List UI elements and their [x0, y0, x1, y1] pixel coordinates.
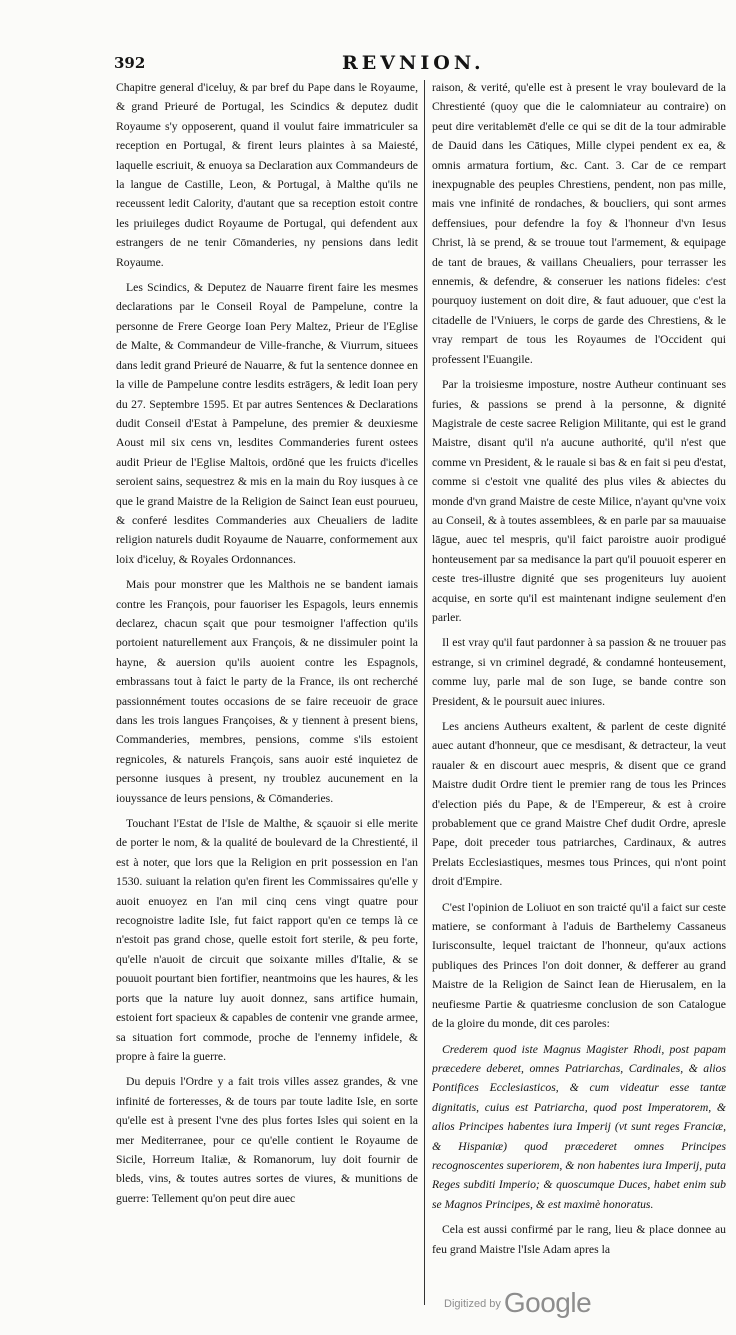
- paragraph: Les Scindics, & Deputez de Nauarre firent faire les mesmes declarations par le Conseil Royal de Pampelune, contre la personne de Frere George Ioan Pery Maltez, Prieur de l'Eglise de Malte, & Commandeur de Ville-franche, & Viurrum, situees dans ledit grand Prieuré de Nauarre, & fut la sentence donnee en la ville de Pampelune contre lesdits estrāgers, & ledit Ioan pery du 27. Septembre 1595. Et par autres Sentences & Declarations dudit Conseil d'Estat à Pampelune, des premier & deuxiesme Aoust mil six cens vn, lesdites Commanderies furent ostees audit Prieur de l'Eglise Maltois, ordōné que les fruicts d'icelles seroient sains, sequestrez & mis en la main du Roy iusques à ce que le grand Maistre de la Religion de Sainct Iean eust pourueu, & conferé lesdites Commanderies aux Cheualiers de ladite religion naturels dudit Royaume de Nauarre, conformement aux loix d'iceluy, & Royales Ordonnances.: [116, 281, 418, 566]
- paragraph: Par la troisiesme imposture, nostre Autheur continuant ses furies, & passions se prend à la personne, & dignité Magistrale de ceste sacree Religion Militante, qui est le grand Maistre, disant qu'il n'a aucune authorité, qu'il n'est que comme vn President, & le rauale si bas & en fait si peu d'estat, comme si c'estoit vne qualité des plus viles & abiectes du monde d'vn grand Maistre de ceste Milice, n'ayant qu'vne voix au Conseil, & à toutes assemblees, & en parle par sa mauuaise lāgue, auec tel mespris, qu'il faict paroistre auoir prodigué honteusement par sa medisance la part qu'il pouuoit esperer en ceste tres-illustre dignité que ses progeniteurs luy auoient acquise, en sorte qu'il est maintenant indigne seulement d'en parler.: [432, 378, 726, 624]
- paragraph: Touchant l'Estat de l'Isle de Malthe, & sçauoir si elle merite de porter le nom, & la qualité de boulevard de la Chrestienté, il est à noter, que lors que la Religion en prit possession en l'an 1530. suiuant la relation qu'en firent les Commissaires qu'elle y auoit enuoyez en l'an mil cinq cens vingt quatre pour recognoistre ladite Isle, fut faict rapport qu'en ce temps là ce n'estoit pas grand chose, quelle estoit fort sterile, & peu forte, qu'elle n'auoit de circuit que soixante milles d'Italie, & se pouuoit pourtant bien fortifier, neantmoins que les haures, & les ports que la nature luy auoit donnez, sans artifice humain, estoient fort spacieux & capables de contenir vne grande armee, sa situation fort commode, proche de l'ennemy infidele, & propre à faire la guerre.: [116, 817, 418, 1063]
- paragraph: Du depuis l'Ordre y a fait trois villes assez grandes, & vne infinité de forteresses, & de tours par toute ladite Isle, en sorte qu'elle est à present l'vne des plus fortes Isles qui soient en la mer Mediterranee, pour ce qu'elle contient le Royaume de Sicile, Horreum Italiæ, & Romanorum, luy doit fournir de bleds, vins, & toutes autres sortes de viures, & munitions de guerre: Tellement qu'on peut dire auec: [116, 1075, 418, 1205]
- watermark-prefix: Digitized by: [444, 1298, 501, 1310]
- latin-quotation: Crederem quod iste Magnus Magister Rhodi, post papam præcedere deberet, omnes Patriarchas, Cardinales, & alios Pontifices Ecclesiasticos, & cum videatur esse tantæ dignitatis, cuius est Patriarcha, quod post Imperatorem, & alios Principes habentes iura Imperij (vt sunt reges Franciæ, & Hispaniæ) quod præcederet omnes Principes recognoscentes superiorem, & non habentes iura Imperij, puta Reges subditi Imperio; & quoscumque Duces, habet enim sub se Magnos Principes, & est maximè honoratus.: [432, 1042, 726, 1211]
- paragraph: Chapitre general d'iceluy, & par bref du Pape dans le Royaume, & grand Prieuré de Portugal, les Scindics & deputez dudit Royaume s'y opposerent, quand il voulut faire immatriculer sa reception en Portugal, & firent leurs plaintes à sa Maiesté, laquelle escriuit, & enuoya sa Declaration aux Commandeurs de la langue de Castille, Leon, & Portugal, à Malthe qu'ils ne receussent ledit Calority, d'autant que sa reception estoit contre les priuileges dudict Royaume de Portugal, qui defendent aux estrangers de ne tenir Cōmanderies, ny pensions dans ledit Royaume.: [116, 81, 418, 269]
- digitization-watermark: [444, 1287, 591, 1319]
- paragraph: C'est l'opinion de Loliuot en son traicté qu'il a faict sur ceste matiere, se conformant à l'aduis de Barthelemy Cassaneus Iurisconsulte, lequel traictant de l'honneur, qu'aux actions publiques des Princes l'on doit donner, & defferer au grand Maistre de la Religion de Sainct Iean de Hierusalem, en la neufiesme Partie & quatriesme conclusion de son Catalogue de la gloire du monde, dit ces paroles:: [432, 900, 726, 1031]
- page-number: 392: [114, 54, 146, 72]
- paragraph: Cela est aussi confirmé par le rang, lieu & place donnee au feu grand Maistre l'Isle Adam apres la: [432, 1223, 726, 1256]
- paragraph: raison, & verité, qu'elle est à present le vray boulevard de la Chrestienté (quoy que die le calomniateur au contraire) on peut dire veritablemēt d'elle ce qui se dit de la tour admirable de Dauid dans les Cātiques, Mille clypei pendent ex ea, & omnis armatura fortium, &c. Cant. 3. Car de ce rempart inexpugnable des peuples Chrestiens, pendent, non pas mille, mais vne infinité de rondaches, & boucliers, qui sont armes deffensiues, pour defendre la foy & l'honneur d'vn Iesus Christ, là se prend, & se trouue tout l'armement, & equipage de tant de braues, & vaillans Cheualiers, pour terrasser les ennemis, & defendre, & conseruer les nations fideles: c'est pourquoy iustement on doit dire, & faut aduouer, que c'est la citadelle de l'Vniuers, le corps de garde des Chrestiens, & le vray rempart de tous les Royaumes de l'Occident qui professent l'Euangile.: [432, 81, 726, 366]
- left-column: [116, 78, 418, 1326]
- paragraph: Mais pour monstrer que les Malthois ne se bandent iamais contre les François, pour fauoriser les Espagols, leurs ennemis declarez, chacun sçait que pour tesmoigner l'affection qu'ils portoient naturellement aux François, & ne dissimuler point la hayne, & auersion qu'ils auoient contre les Espagnols, embrassans tout à faict le party de la France, ils ont recherché passionnément toutes occasions de se faire receuoir de grace dans les trois langues Françoises, & y tiennent à present biens, Commanderies, membres, pensions, comme s'ils estoient regnicoles, & naturels François, sans auoir esté inquietez de personne iusques à present, ny troublez aucunement en la iouyssance de leurs pensions, & Cōmanderies.: [116, 578, 418, 805]
- column-divider: [424, 80, 425, 1305]
- paragraph: Les anciens Autheurs exaltent, & parlent de ceste dignité auec autant d'honneur, que ce mesdisant, & detracteur, la veut raualer & en discourt auec mespris, & disent que ce grand Maistre dudit Ordre tient le premier rang de tous les Princes d'election piés du Pape, & de l'Empereur, & est à croire probablement que ce grand Maistre Chef dudit Ordre, apresle Pape, doit preceder tous patriarches, Cardinaux, & autres Prelats Ecclesiastiques, mesmes tous Princes, qui n'ont point droit d'Empire.: [432, 720, 726, 889]
- running-title: REVNION.: [342, 52, 485, 74]
- google-logo: Google: [503, 1287, 592, 1318]
- paragraph: Il est vray qu'il faut pardonner à sa passion & ne trouuer pas estrange, si vn criminel degradé, & condamné honteusement, comme luy, parle mal de son Iuge, se bande contre son President, & le poursuit auec iniures.: [432, 636, 726, 708]
- right-column: [432, 78, 726, 1326]
